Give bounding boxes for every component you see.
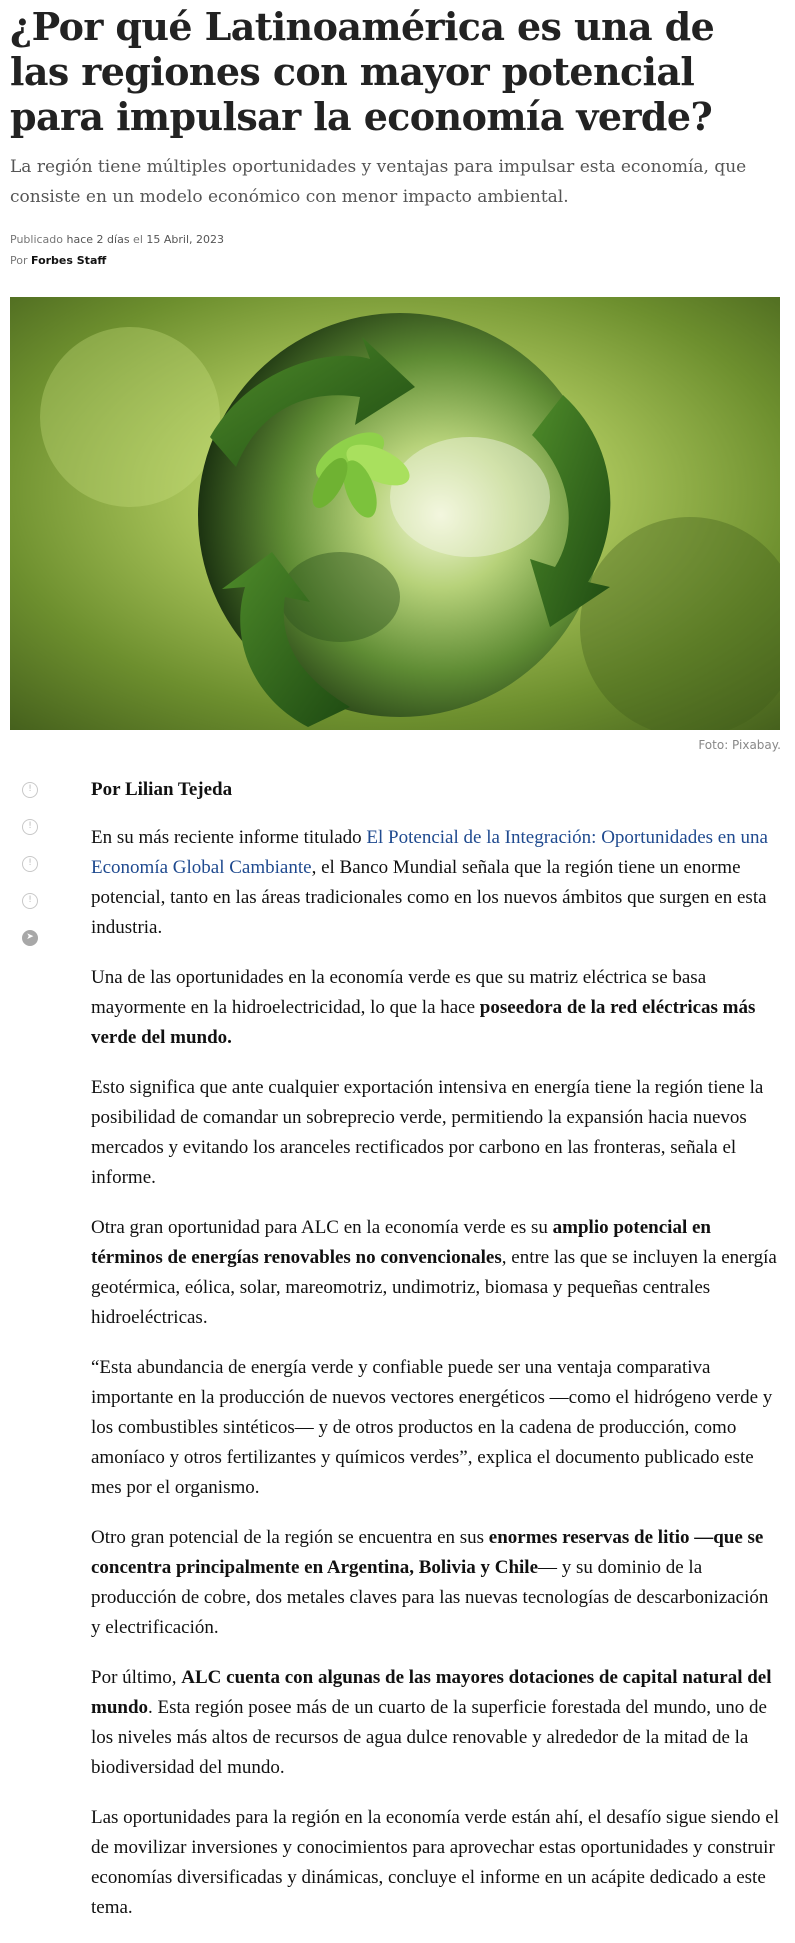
publish-info (10, 233, 224, 246)
article-byline: Por Lilian Tejeda (91, 779, 233, 800)
report-link[interactable]: El Potencial de la Integración: Oportunidades en una Economía Global Cambiante (91, 827, 768, 878)
share-icon-2[interactable]: ! (22, 819, 38, 835)
paragraph-6-bold: enormes reservas de litio —que se concentra principalmente en Argentina, Bolivia y Chile (91, 1527, 764, 1578)
published-prefix: Publicado (10, 233, 64, 246)
paragraph-1-text-end: , el Banco Mundial señala que la región tiene un enorme potencial, tanto en las áreas tradicionales como en los nuevos ámbitos que surgen en esta industria. (91, 857, 767, 938)
share-icon-4[interactable]: ! (22, 893, 38, 909)
paragraph-4-text: Otra gran oportunidad para ALC en la economía verde es su (91, 1217, 553, 1238)
paragraph-2-bold: poseedora de la red eléctricas más verde del mundo. (91, 997, 756, 1048)
paragraph-2-text: Una de las oportunidades en la economía verde es que su matriz eléctrica se basa mayormente en la hidroelectricidad, lo que la hace (91, 967, 707, 1018)
paragraph-7-text-end: . Esta región posee más de un cuarto de la superficie forestada del mundo, uno de los niveles más altos de recursos de agua dulce renovable y alrededor de la mitad de la biodiversidad del mundo. (91, 1697, 767, 1778)
author-prefix: Por (10, 254, 28, 267)
article-body (91, 775, 781, 1943)
author-link[interactable]: Forbes Staff (31, 254, 107, 267)
published-joiner: el (133, 233, 143, 246)
paragraph-2 (91, 963, 781, 1053)
paragraph-1-text: En su más reciente informe titulado (91, 827, 367, 848)
paragraph-5: “Esta abundancia de energía verde y confiable puede ser una ventaja comparativa importante en la producción de nuevos vectores energéticos —como el hidrógeno verde y los combustibles sintéticos— y de otros productos en la cadena de producción, como amoníaco y otros fertilizantes y químicos verdes”, explica el documento publicado este mes por el organismo. (91, 1357, 773, 1498)
paragraph-6-text-end: — y su dominio de la producción de cobre, dos metales claves para las nuevas tecnologías de descarbonización y electrificación. (91, 1557, 769, 1638)
paragraph-7-bold: ALC cuenta con algunas de las mayores dotaciones de capital natural del mundo (91, 1667, 772, 1718)
hero-image (10, 297, 780, 730)
paragraph-4-bold: amplio potencial en términos de energías renovables no convencionales (91, 1217, 711, 1268)
article-headline: ¿Por qué Latinoamérica es una de las regiones con mayor potencial para impulsar la economía verde? (10, 4, 715, 139)
share-icon-3[interactable]: ! (22, 856, 38, 872)
published-relative: hace 2 días (66, 233, 130, 246)
image-caption: Foto: Pixabay. (698, 738, 781, 752)
paragraph-8: Las oportunidades para la región en la economía verde están ahí, el desafío sigue siendo el de movilizar inversiones y conocimientos para aprovechar estas oportunidades y construir economías diversificadas y dinámicas, concluye el informe en un acápite dedicado a este tema. (91, 1807, 779, 1918)
paragraph-7-text: Por último, (91, 1667, 182, 1688)
telegram-icon[interactable]: ➤ (22, 930, 38, 946)
paragraph-3: Esto significa que ante cualquier exportación intensiva en energía tiene la región tiene la posibilidad de comandar un sobreprecio verde, permitiendo la expansión hacia nuevos mercados y evitando los aranceles rectificados por carbono en las fronteras, señala el informe. (91, 1077, 764, 1188)
published-date: 15 Abril, 2023 (146, 233, 224, 246)
paragraph-1 (91, 823, 781, 943)
article-dek: La región tiene múltiples oportunidades y ventajas para impulsar esta economía, que consiste en un modelo económico con menor impacto ambiental. (10, 157, 747, 207)
paragraph-7 (91, 1663, 781, 1783)
author-info (10, 254, 106, 267)
share-bar (22, 782, 42, 967)
paragraph-6 (91, 1523, 781, 1643)
share-icon-1[interactable]: ! (22, 782, 38, 798)
paragraph-6-text: Otro gran potencial de la región se encuentra en sus (91, 1527, 489, 1548)
paragraph-4 (91, 1213, 781, 1333)
paragraph-4-text-end: , entre las que se incluyen la energía geotérmica, eólica, solar, mareomotriz, undimotriz, biomasa y pequeñas centrales hidroeléctricas. (91, 1247, 777, 1328)
recycle-globe-image (10, 297, 780, 730)
